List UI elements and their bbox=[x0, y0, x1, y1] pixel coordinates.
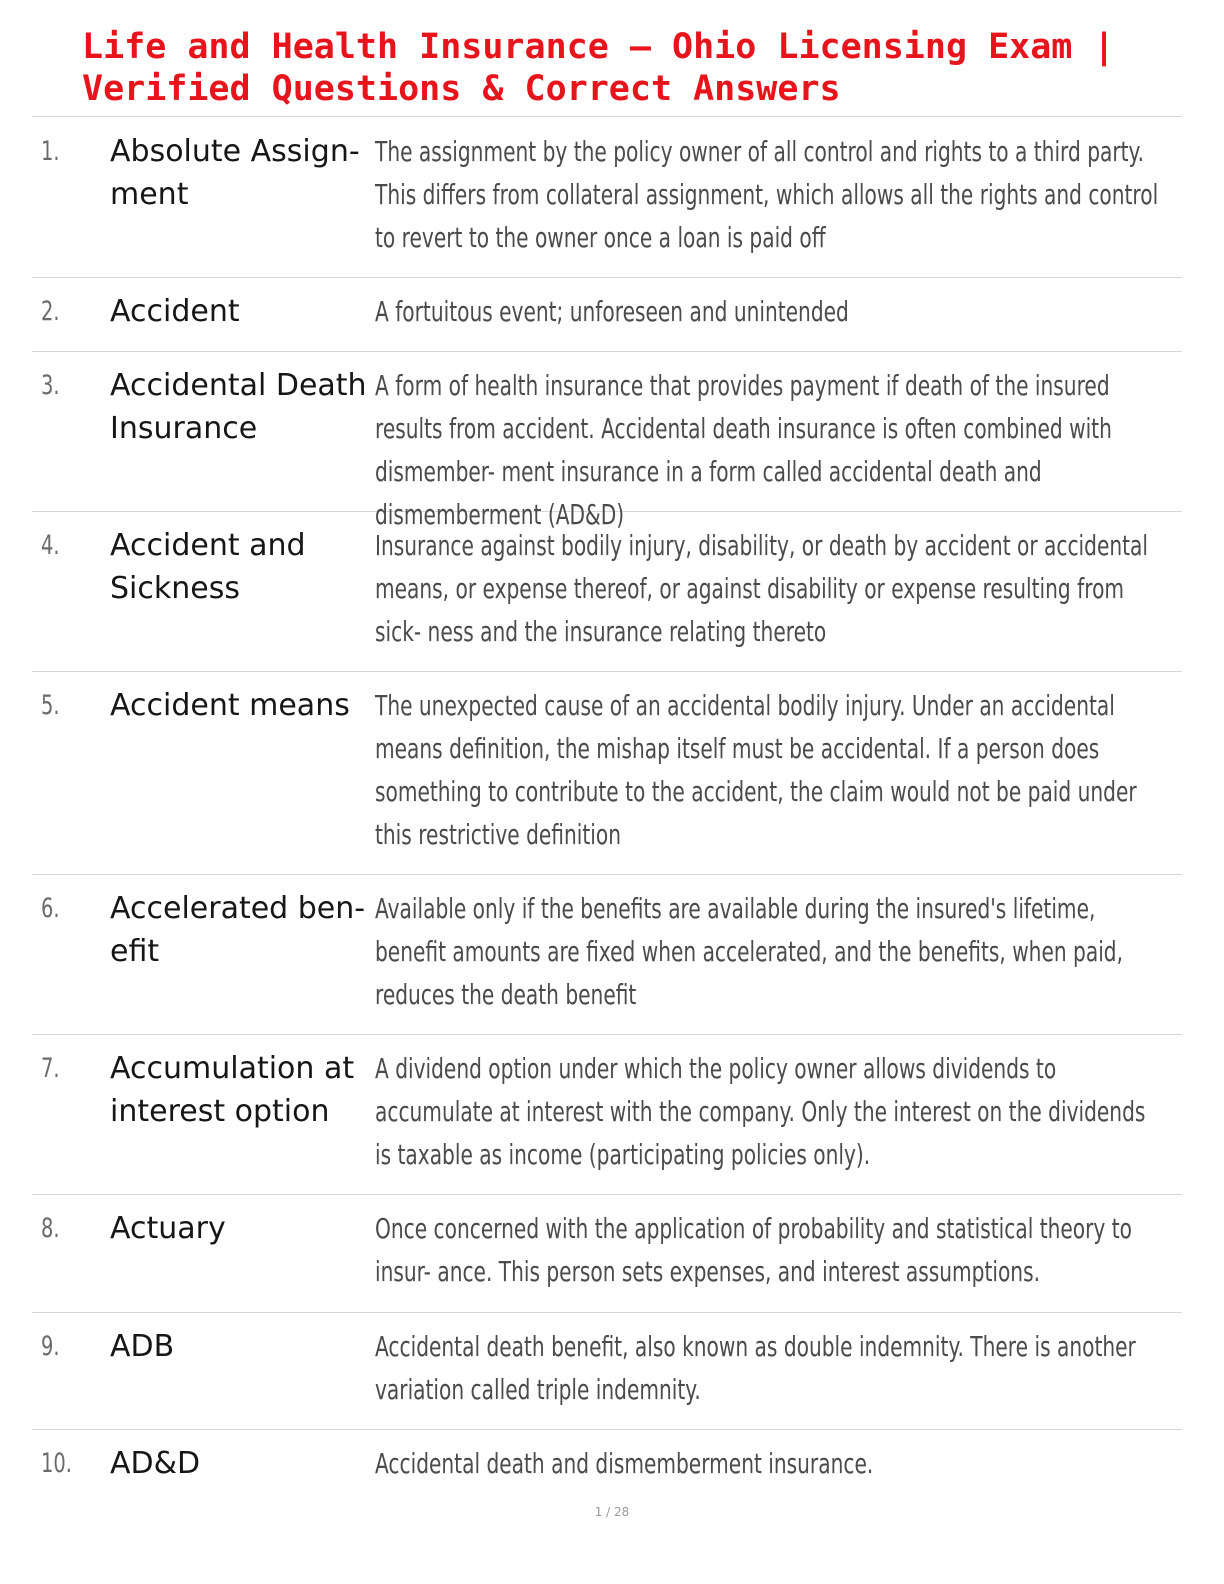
entry-definition: A fortuitous event; unforeseen and unintended bbox=[375, 295, 849, 328]
entry-term: Accident means bbox=[110, 688, 350, 723]
glossary-entry bbox=[32, 118, 1182, 278]
entry-term: AD&D bbox=[110, 1446, 201, 1481]
entry-definition: Available only if the benefits are available during the insured's lifetime, benefit amounts are fixed when accelerated, and the benefits, when paid, reduces the death benefit bbox=[375, 892, 1124, 1011]
entry-number: 1. bbox=[41, 136, 60, 167]
entry-definition: Once concerned with the application of probability and statistical theory to insur- ance. This person sets expenses, and interest assumptions. bbox=[375, 1212, 1132, 1288]
glossary-table bbox=[32, 118, 1182, 1500]
entry-definition: A dividend option under which the policy owner allows dividends to accumulate at interest with the company. Only the interest on the dividends is taxable as income (participating policies only). bbox=[375, 1052, 1146, 1171]
title-divider bbox=[32, 116, 1182, 117]
entry-number: 8. bbox=[41, 1213, 60, 1244]
entry-term: Accidental Death Insurance bbox=[110, 368, 367, 446]
glossary-entry bbox=[32, 352, 1182, 531]
page-title bbox=[82, 26, 1162, 110]
glossary-entry bbox=[32, 1195, 1182, 1313]
title-line-2: Verified Questions & Correct Answers bbox=[82, 69, 841, 109]
entry-term: Accident bbox=[110, 294, 240, 329]
entry-number: 2. bbox=[41, 296, 60, 327]
entry-number: 4. bbox=[41, 530, 60, 561]
entry-term: Accelerated ben- efit bbox=[110, 891, 366, 969]
glossary-entry bbox=[32, 278, 1182, 352]
entry-definition: Accidental death benefit, also known as double indemnity. There is another variation called triple indemnity. bbox=[375, 1330, 1136, 1406]
glossary-entry bbox=[32, 1313, 1182, 1430]
entry-term: Accident and Sickness bbox=[110, 528, 306, 606]
entry-definition: The unexpected cause of an accidental bodily injury. Under an accidental means definition, the mishap itself must be accidental. If a person does something to contribute to the accident, the claim would not be paid under this restrictive definition bbox=[375, 689, 1137, 851]
entry-number: 9. bbox=[41, 1331, 60, 1362]
glossary-entry bbox=[32, 1035, 1182, 1195]
entry-term: Accumulation at interest option bbox=[110, 1051, 355, 1129]
entry-definition: Insurance against bodily injury, disability, or death by accident or accidental means, or expense thereof, or against disability or expense resulting from sick- ness and the insurance relating thereto bbox=[375, 529, 1149, 648]
glossary-entry bbox=[32, 1430, 1182, 1500]
entry-term: Absolute Assign- ment bbox=[110, 134, 360, 212]
glossary-entry bbox=[32, 512, 1182, 672]
entry-number: 6. bbox=[41, 893, 60, 924]
entry-definition: A form of health insurance that provides payment if death of the insured results from accident. Accidental death insurance is often combined with dismember- ment insurance in a form called accidental death and dismemberment (AD&D) bbox=[375, 369, 1112, 531]
entry-definition: The assignment by the policy owner of all control and rights to a third party. This differs from collateral assignment, which allows all the rights and control to revert to the owner once a loan is paid off bbox=[375, 135, 1159, 254]
entry-number: 5. bbox=[41, 690, 60, 721]
entry-term: ADB bbox=[110, 1329, 175, 1364]
entry-term: Actuary bbox=[110, 1211, 226, 1246]
entry-number: 7. bbox=[41, 1053, 60, 1084]
title-line-1: Life and Health Insurance – Ohio Licensing Exam | bbox=[82, 27, 1115, 67]
glossary-entry bbox=[32, 672, 1182, 875]
entry-definition: Accidental death and dismemberment insurance. bbox=[375, 1447, 874, 1480]
entry-number: 3. bbox=[41, 370, 60, 401]
page-number: 1 / 28 bbox=[594, 1505, 630, 1519]
glossary-entry bbox=[32, 875, 1182, 1035]
entry-number: 10. bbox=[41, 1448, 72, 1479]
